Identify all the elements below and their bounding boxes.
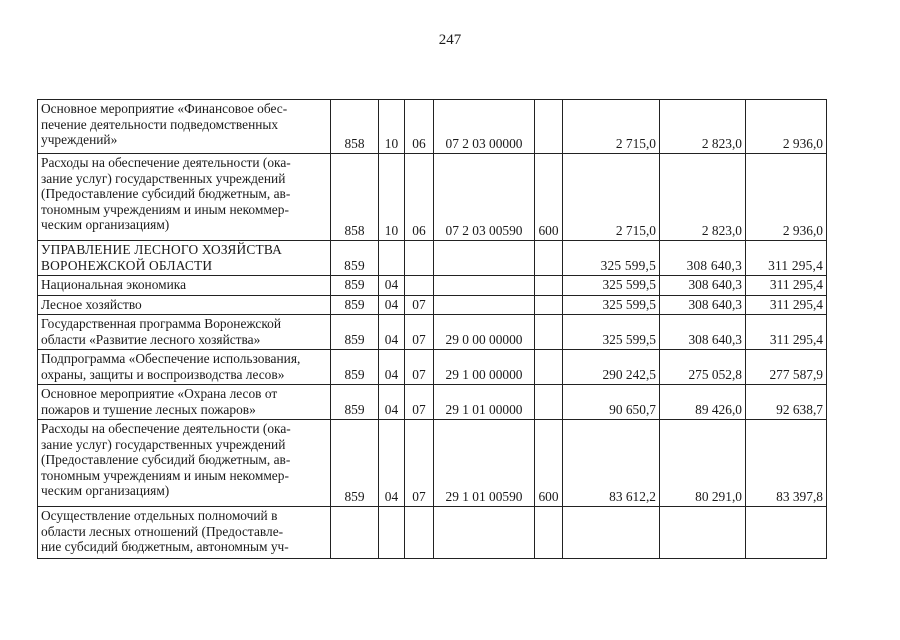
expense-type-cell bbox=[535, 315, 563, 350]
expense-type-cell bbox=[535, 385, 563, 420]
budget-table-body bbox=[38, 100, 827, 559]
section-cell: 10 bbox=[379, 154, 405, 241]
amount-year1-cell: 83 612,2 bbox=[563, 420, 660, 507]
amount-year3-cell: 277 587,9 bbox=[746, 350, 827, 385]
amount-year3-cell: 83 397,8 bbox=[746, 420, 827, 507]
target-article-cell bbox=[434, 295, 535, 315]
admin-code-cell: 859 bbox=[331, 420, 379, 507]
expense-type-cell bbox=[535, 241, 563, 276]
target-article-cell: 07 2 03 00000 bbox=[434, 100, 535, 154]
description-line: области «Развитие лесного хозяйства» bbox=[41, 331, 261, 347]
admin-code-cell: 858 bbox=[331, 100, 379, 154]
description-cell bbox=[38, 241, 331, 276]
subsection-cell: 07 bbox=[405, 385, 434, 420]
description-line: Основное мероприятие «Охрана лесов от bbox=[41, 386, 278, 401]
description-line: Государственная программа Воронежской bbox=[41, 316, 282, 331]
table-row bbox=[38, 315, 827, 350]
description-line: Подпрограмма «Обеспечение использования, bbox=[41, 351, 301, 366]
amount-year3-cell: 311 295,4 bbox=[746, 315, 827, 350]
subsection-cell: 07 bbox=[405, 420, 434, 507]
section-cell: 04 bbox=[379, 385, 405, 420]
table-row bbox=[38, 350, 827, 385]
amount-year2-cell bbox=[660, 507, 746, 559]
amount-year3-cell: 2 936,0 bbox=[746, 154, 827, 241]
admin-code-cell: 859 bbox=[331, 315, 379, 350]
description-line: ческим организациям) bbox=[41, 483, 170, 498]
amount-year2-cell: 308 640,3 bbox=[660, 241, 746, 276]
amount-year2-cell: 80 291,0 bbox=[660, 420, 746, 507]
subsection-cell: 07 bbox=[405, 295, 434, 315]
target-article-cell: 29 1 01 00590 bbox=[434, 420, 535, 507]
amount-year2-cell: 275 052,8 bbox=[660, 350, 746, 385]
budget-table bbox=[37, 99, 827, 559]
subsection-cell bbox=[405, 507, 434, 559]
section-cell: 04 bbox=[379, 315, 405, 350]
description-line: печение деятельности подведомственных bbox=[41, 116, 279, 132]
description-cell bbox=[38, 385, 331, 420]
amount-year2-cell: 308 640,3 bbox=[660, 276, 746, 296]
amount-year3-cell: 311 295,4 bbox=[746, 241, 827, 276]
table-row bbox=[38, 241, 827, 276]
admin-code-cell: 859 bbox=[331, 350, 379, 385]
amount-year3-cell: 311 295,4 bbox=[746, 295, 827, 315]
table-row bbox=[38, 154, 827, 241]
description-cell bbox=[38, 276, 331, 296]
target-article-cell: 29 1 00 00000 bbox=[434, 350, 535, 385]
admin-code-cell: 858 bbox=[331, 154, 379, 241]
description-cell bbox=[38, 507, 331, 559]
description-cell bbox=[38, 350, 331, 385]
subsection-cell: 06 bbox=[405, 100, 434, 154]
target-article-cell: 29 0 00 00000 bbox=[434, 315, 535, 350]
section-cell: 04 bbox=[379, 420, 405, 507]
page-number: 247 bbox=[438, 32, 462, 48]
description-line: ВОРОНЕЖСКОЙ ОБЛАСТИ bbox=[41, 257, 213, 273]
amount-year2-cell: 2 823,0 bbox=[660, 154, 746, 241]
section-cell: 04 bbox=[379, 350, 405, 385]
section-cell: 04 bbox=[379, 295, 405, 315]
amount-year1-cell bbox=[563, 507, 660, 559]
table-row bbox=[38, 507, 827, 559]
table-row bbox=[38, 100, 827, 154]
target-article-cell: 29 1 01 00000 bbox=[434, 385, 535, 420]
admin-code-cell: 859 bbox=[331, 295, 379, 315]
amount-year1-cell: 325 599,5 bbox=[563, 295, 660, 315]
target-article-cell bbox=[434, 276, 535, 296]
description-line: зание услуг) государственных учреждений bbox=[41, 436, 286, 452]
table-row bbox=[38, 420, 827, 507]
amount-year1-cell: 290 242,5 bbox=[563, 350, 660, 385]
expense-type-cell bbox=[535, 507, 563, 559]
section-cell: 10 bbox=[379, 100, 405, 154]
subsection-cell: 07 bbox=[405, 350, 434, 385]
expense-type-cell bbox=[535, 100, 563, 154]
description-line: пожаров и тушение лесных пожаров» bbox=[41, 401, 256, 417]
amount-year2-cell: 308 640,3 bbox=[660, 315, 746, 350]
subsection-cell bbox=[405, 241, 434, 276]
description-line: зание услуг) государственных учреждений bbox=[41, 170, 286, 186]
table-row bbox=[38, 276, 827, 296]
description-line: Лесное хозяйство bbox=[41, 296, 142, 312]
amount-year3-cell: 92 638,7 bbox=[746, 385, 827, 420]
amount-year3-cell: 2 936,0 bbox=[746, 100, 827, 154]
amount-year2-cell: 308 640,3 bbox=[660, 295, 746, 315]
description-line: ние субсидий бюджетным, автономным уч- bbox=[41, 539, 289, 554]
description-line: Осуществление отдельных полномочий в bbox=[41, 508, 278, 523]
subsection-cell bbox=[405, 276, 434, 296]
description-line: УПРАВЛЕНИЕ ЛЕСНОГО ХОЗЯЙСТВА bbox=[41, 242, 282, 257]
subsection-cell: 07 bbox=[405, 315, 434, 350]
target-article-cell bbox=[434, 241, 535, 276]
description-cell bbox=[38, 100, 331, 154]
expense-type-cell bbox=[535, 295, 563, 315]
admin-code-cell: 859 bbox=[331, 241, 379, 276]
amount-year1-cell: 90 650,7 bbox=[563, 385, 660, 420]
target-article-cell bbox=[434, 507, 535, 559]
expense-type-cell bbox=[535, 350, 563, 385]
description-line: ческим организациям) bbox=[41, 217, 170, 232]
expense-type-cell: 600 bbox=[535, 420, 563, 507]
description-line: Расходы на обеспечение деятельности (ока- bbox=[41, 155, 291, 170]
amount-year3-cell bbox=[746, 507, 827, 559]
target-article-cell: 07 2 03 00590 bbox=[434, 154, 535, 241]
description-cell bbox=[38, 154, 331, 241]
amount-year1-cell: 2 715,0 bbox=[563, 154, 660, 241]
admin-code-cell bbox=[331, 507, 379, 559]
admin-code-cell: 859 bbox=[331, 276, 379, 296]
description-line: охраны, защиты и воспроизводства лесов» bbox=[41, 366, 285, 382]
description-line: области лесных отношений (Предоставле- bbox=[41, 523, 284, 539]
amount-year2-cell: 89 426,0 bbox=[660, 385, 746, 420]
description-line: тономным учреждениям и иным некоммер- bbox=[41, 201, 289, 217]
description-cell bbox=[38, 420, 331, 507]
expense-type-cell bbox=[535, 276, 563, 296]
amount-year3-cell: 311 295,4 bbox=[746, 276, 827, 296]
section-cell bbox=[379, 507, 405, 559]
amount-year1-cell: 325 599,5 bbox=[563, 276, 660, 296]
table-row bbox=[38, 295, 827, 315]
section-cell bbox=[379, 241, 405, 276]
description-cell bbox=[38, 315, 331, 350]
subsection-cell: 06 bbox=[405, 154, 434, 241]
admin-code-cell: 859 bbox=[331, 385, 379, 420]
description-line: Расходы на обеспечение деятельности (ока- bbox=[41, 421, 291, 436]
description-line: (Предоставление субсидий бюджетным, ав- bbox=[41, 452, 291, 467]
description-line: Национальная экономика bbox=[41, 277, 187, 292]
amount-year1-cell: 2 715,0 bbox=[563, 100, 660, 154]
amount-year1-cell: 325 599,5 bbox=[563, 241, 660, 276]
amount-year2-cell: 2 823,0 bbox=[660, 100, 746, 154]
description-line: Основное мероприятие «Финансовое обес- bbox=[41, 101, 288, 116]
description-line: (Предоставление субсидий бюджетным, ав- bbox=[41, 186, 291, 201]
table-row bbox=[38, 385, 827, 420]
amount-year1-cell: 325 599,5 bbox=[563, 315, 660, 350]
expense-type-cell: 600 bbox=[535, 154, 563, 241]
description-line: тономным учреждениям и иным некоммер- bbox=[41, 467, 289, 483]
description-line: учреждений» bbox=[41, 132, 118, 147]
description-cell bbox=[38, 295, 331, 315]
section-cell: 04 bbox=[379, 276, 405, 296]
